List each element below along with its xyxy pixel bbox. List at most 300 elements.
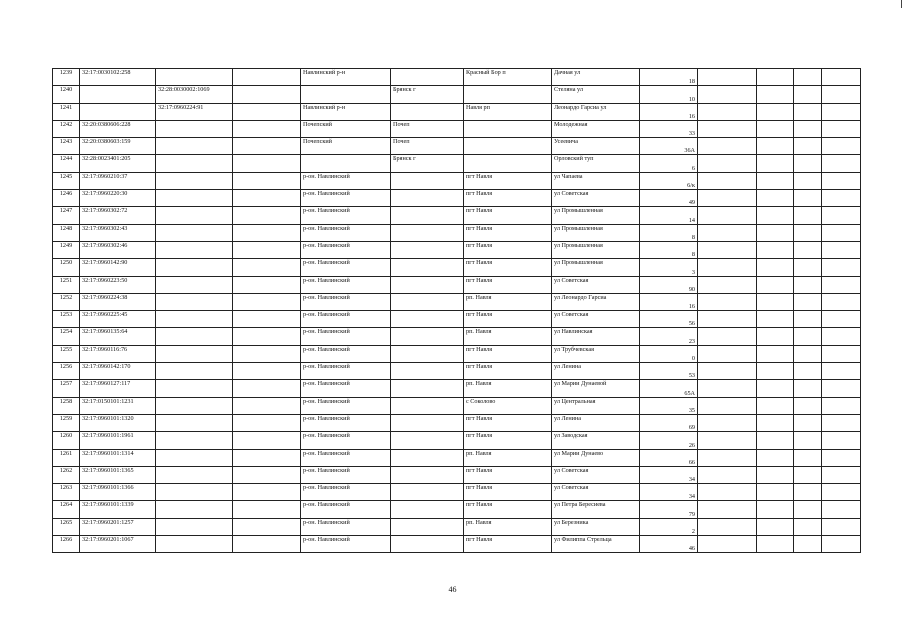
table-cell: Почеп	[391, 120, 464, 137]
table-cell: 32:17:0960224:91	[156, 103, 233, 120]
table-cell: Навлинский р-н	[301, 103, 391, 120]
table-cell	[757, 155, 794, 172]
table-cell	[794, 86, 822, 103]
table-cell: 32:17:0960223:50	[80, 276, 156, 293]
table-cell	[156, 155, 233, 172]
table-cell	[794, 466, 822, 483]
address-table	[52, 68, 861, 553]
table-cell: р-он. Навлинский	[301, 518, 391, 535]
table-cell: ул Советская	[552, 484, 640, 501]
table-cell: 32:17:0960201:1257	[80, 518, 156, 535]
table-cell: ул Леонардо Гарсиа	[552, 293, 640, 310]
table-cell: 6	[640, 155, 698, 172]
table-cell: Навлинский р-н	[301, 69, 391, 86]
table-cell: 32:17:0960101:1366	[80, 484, 156, 501]
table-cell: 32:17:0030102:258	[80, 69, 156, 86]
table-cell: пгт Навля	[464, 432, 552, 449]
table-cell	[822, 207, 861, 224]
table-cell: 46	[640, 536, 698, 553]
table-cell: Почепский	[301, 138, 391, 155]
table-cell	[391, 414, 464, 431]
table-cell	[391, 328, 464, 345]
table-cell: 90	[640, 276, 698, 293]
table-cell	[757, 259, 794, 276]
table-cell: пгт Навля	[464, 276, 552, 293]
table-cell	[233, 69, 301, 86]
table-cell: 32:17:0960142:170	[80, 363, 156, 380]
table-cell: 26	[640, 432, 698, 449]
table-cell	[698, 466, 757, 483]
table-cell: 8	[640, 241, 698, 258]
table-cell	[822, 103, 861, 120]
table-cell: 32:17:0960135:64	[80, 328, 156, 345]
table-cell: 14	[640, 207, 698, 224]
table-row	[53, 138, 861, 155]
table-row	[53, 484, 861, 501]
table-cell	[757, 172, 794, 189]
table-cell	[757, 224, 794, 241]
table-cell	[156, 120, 233, 137]
table-cell: 1263	[53, 484, 80, 501]
table-cell	[822, 484, 861, 501]
table-cell: 1248	[53, 224, 80, 241]
table-body	[53, 69, 861, 553]
table-cell: Стеляна ул	[552, 86, 640, 103]
table-cell	[822, 432, 861, 449]
table-cell	[233, 293, 301, 310]
table-cell	[233, 484, 301, 501]
table-cell	[391, 190, 464, 207]
table-cell: 32:17:0960127:117	[80, 380, 156, 397]
table-cell	[757, 120, 794, 137]
table-cell: р-он. Навлинский	[301, 432, 391, 449]
table-cell: 1239	[53, 69, 80, 86]
table-cell: ул Советская	[552, 190, 640, 207]
table-cell	[156, 397, 233, 414]
table-cell: Усеевича	[552, 138, 640, 155]
table-cell: пгт Навля	[464, 345, 552, 362]
table-cell	[156, 138, 233, 155]
table-cell	[156, 501, 233, 518]
table-cell	[156, 172, 233, 189]
table-cell	[822, 380, 861, 397]
table-cell	[757, 241, 794, 258]
table-cell: 2	[640, 518, 698, 535]
table-cell	[757, 190, 794, 207]
table-cell: р-он. Навлинский	[301, 172, 391, 189]
table-cell: рп. Навля	[464, 380, 552, 397]
table-cell	[233, 224, 301, 241]
table-cell: р-он. Навлинский	[301, 293, 391, 310]
table-cell	[156, 363, 233, 380]
table-cell: ул Советская	[552, 276, 640, 293]
table-cell: пгт Навля	[464, 172, 552, 189]
table-cell: Брянск г	[391, 155, 464, 172]
table-cell	[233, 518, 301, 535]
table-cell	[156, 449, 233, 466]
table-row	[53, 501, 861, 518]
table-cell	[464, 138, 552, 155]
table-cell	[757, 449, 794, 466]
table-cell: 32:17:0960225:45	[80, 311, 156, 328]
table-cell: 69	[640, 414, 698, 431]
table-cell: 18	[640, 69, 698, 86]
table-cell	[698, 172, 757, 189]
table-cell	[757, 363, 794, 380]
table-cell: пгт Навля	[464, 466, 552, 483]
table-cell: рп. Навля	[464, 518, 552, 535]
table-row	[53, 293, 861, 310]
table-cell	[794, 397, 822, 414]
table-cell	[757, 380, 794, 397]
table-cell: ул Центральная	[552, 397, 640, 414]
table-cell: пгт Навля	[464, 414, 552, 431]
table-cell	[156, 345, 233, 362]
table-cell	[156, 466, 233, 483]
table-cell: р-он. Навлинский	[301, 536, 391, 553]
table-cell	[233, 172, 301, 189]
table-cell: 36А	[640, 138, 698, 155]
table-cell	[822, 328, 861, 345]
table-cell	[391, 466, 464, 483]
table-cell	[822, 293, 861, 310]
table-cell: 1240	[53, 86, 80, 103]
table-cell: 32:17:0960142:90	[80, 259, 156, 276]
table-cell: 1262	[53, 466, 80, 483]
table-cell	[822, 397, 861, 414]
table-cell: 65А	[640, 380, 698, 397]
table-cell: 1258	[53, 397, 80, 414]
table-row	[53, 259, 861, 276]
table-cell	[794, 536, 822, 553]
table-cell	[822, 172, 861, 189]
table-cell: 32:17:0960101:1320	[80, 414, 156, 431]
table-cell	[233, 380, 301, 397]
table-cell: 32:17:0960220:30	[80, 190, 156, 207]
table-cell: Почеп	[391, 138, 464, 155]
table-cell	[698, 345, 757, 362]
table-cell	[80, 103, 156, 120]
table-cell: ул Березника	[552, 518, 640, 535]
table-row	[53, 397, 861, 414]
table-cell	[794, 190, 822, 207]
table-cell: р-он. Навлинский	[301, 259, 391, 276]
table-cell: р-он. Навлинский	[301, 345, 391, 362]
table-cell	[822, 466, 861, 483]
table-cell: 1247	[53, 207, 80, 224]
table-cell	[464, 120, 552, 137]
table-cell	[698, 259, 757, 276]
table-cell: 6/к	[640, 172, 698, 189]
table-cell	[391, 518, 464, 535]
table-cell	[698, 414, 757, 431]
table-cell	[757, 432, 794, 449]
table-cell	[822, 536, 861, 553]
table-cell: 32:17:0150101:1231	[80, 397, 156, 414]
table-cell	[233, 328, 301, 345]
table-cell	[391, 293, 464, 310]
table-cell: р-он. Навлинский	[301, 241, 391, 258]
table-cell: 79	[640, 501, 698, 518]
table-cell: 23	[640, 328, 698, 345]
table-cell	[757, 536, 794, 553]
table-cell	[233, 241, 301, 258]
table-cell: 53	[640, 363, 698, 380]
table-row	[53, 172, 861, 189]
table-cell	[698, 155, 757, 172]
table-cell	[794, 311, 822, 328]
table-cell	[698, 69, 757, 86]
table-cell	[698, 241, 757, 258]
table-cell	[156, 241, 233, 258]
table-cell: ул Филиппа Стрельца	[552, 536, 640, 553]
page-number: 46	[448, 585, 457, 594]
table-cell	[233, 363, 301, 380]
table-cell	[822, 241, 861, 258]
table-cell: рп. Навля	[464, 449, 552, 466]
table-cell: пгт Навля	[464, 207, 552, 224]
table-cell: р-он. Навлинский	[301, 190, 391, 207]
table-cell: ул Трубчевская	[552, 345, 640, 362]
table-cell	[391, 380, 464, 397]
table-row	[53, 518, 861, 535]
table-cell	[757, 69, 794, 86]
table-cell: р-он. Навлинский	[301, 449, 391, 466]
table-cell	[156, 328, 233, 345]
table-cell	[822, 414, 861, 431]
table-cell	[757, 103, 794, 120]
table-cell: 0	[640, 345, 698, 362]
table-cell	[156, 259, 233, 276]
table-cell	[156, 380, 233, 397]
table-cell: 35	[640, 397, 698, 414]
table-cell: с Соколово	[464, 397, 552, 414]
table-cell: 16	[640, 103, 698, 120]
table-cell: 32:17:0960210:37	[80, 172, 156, 189]
table-cell	[233, 103, 301, 120]
table-cell	[698, 536, 757, 553]
table-cell: 3	[640, 259, 698, 276]
table-cell	[391, 397, 464, 414]
table-cell: Молодежная	[552, 120, 640, 137]
table-cell	[794, 103, 822, 120]
table-cell	[698, 190, 757, 207]
table-cell: 32:17:0960302:46	[80, 241, 156, 258]
table-cell	[156, 190, 233, 207]
table-row	[53, 432, 861, 449]
table-cell: 1242	[53, 120, 80, 137]
table-cell	[233, 397, 301, 414]
table-cell	[757, 397, 794, 414]
table-cell: 1264	[53, 501, 80, 518]
table-cell	[233, 345, 301, 362]
table-cell: р-он. Навлинский	[301, 207, 391, 224]
table-cell	[794, 207, 822, 224]
table-cell: ул Промышленная	[552, 241, 640, 258]
table-cell	[794, 432, 822, 449]
table-row	[53, 190, 861, 207]
table-cell: 56	[640, 311, 698, 328]
table-cell	[822, 311, 861, 328]
table-cell	[233, 120, 301, 137]
table-cell	[794, 224, 822, 241]
table-cell	[391, 363, 464, 380]
table-cell: р-он. Навлинский	[301, 380, 391, 397]
table-cell	[757, 207, 794, 224]
table-cell	[698, 138, 757, 155]
table-cell: ул Промышленная	[552, 259, 640, 276]
table-cell	[301, 155, 391, 172]
table-cell: 1243	[53, 138, 80, 155]
table-cell	[822, 449, 861, 466]
table-cell	[794, 276, 822, 293]
table-row	[53, 103, 861, 120]
table-cell: р-он. Навлинский	[301, 501, 391, 518]
table-cell	[391, 207, 464, 224]
table-cell	[822, 363, 861, 380]
table-cell	[757, 276, 794, 293]
table-cell: ул Чапаева	[552, 172, 640, 189]
table-cell	[391, 103, 464, 120]
table-cell: пгт Навля	[464, 224, 552, 241]
table-cell	[698, 276, 757, 293]
table-cell: ул Советская	[552, 311, 640, 328]
table-cell	[757, 311, 794, 328]
table-cell	[822, 518, 861, 535]
table-row	[53, 345, 861, 362]
table-cell	[698, 518, 757, 535]
table-cell	[822, 86, 861, 103]
table-cell	[301, 86, 391, 103]
table-cell	[794, 138, 822, 155]
table-cell	[156, 311, 233, 328]
table-cell: 32:20:0380606:228	[80, 120, 156, 137]
table-cell	[156, 207, 233, 224]
table-cell	[233, 155, 301, 172]
table-cell	[822, 190, 861, 207]
table-row	[53, 69, 861, 86]
table-cell	[698, 293, 757, 310]
table-cell: 1261	[53, 449, 80, 466]
table-cell	[391, 311, 464, 328]
table-cell	[698, 86, 757, 103]
scan-edge-mark	[901, 0, 902, 8]
table-cell	[822, 259, 861, 276]
table-cell: 1245	[53, 172, 80, 189]
table-cell: Навля рп	[464, 103, 552, 120]
table-cell	[822, 345, 861, 362]
table-cell	[794, 69, 822, 86]
table-cell	[391, 432, 464, 449]
table-cell	[822, 501, 861, 518]
table-cell: ул Заводская	[552, 432, 640, 449]
table-row	[53, 224, 861, 241]
table-cell: Почепский	[301, 120, 391, 137]
table-cell: 33	[640, 120, 698, 137]
table-cell	[391, 536, 464, 553]
table-cell: 1244	[53, 155, 80, 172]
table-cell: пгт Навля	[464, 363, 552, 380]
table-cell	[233, 414, 301, 431]
table-cell: 32:17:0960101:1339	[80, 501, 156, 518]
table-cell	[698, 207, 757, 224]
table-cell: р-он. Навлинский	[301, 363, 391, 380]
table-cell: Брянск г	[391, 86, 464, 103]
table-cell	[233, 501, 301, 518]
table-cell	[698, 103, 757, 120]
table-cell	[822, 138, 861, 155]
table-cell	[233, 190, 301, 207]
table-cell: 16	[640, 293, 698, 310]
table-cell	[794, 380, 822, 397]
table-cell: рп. Навля	[464, 293, 552, 310]
table-cell	[156, 69, 233, 86]
table-cell: пгт Навля	[464, 484, 552, 501]
table-cell	[391, 241, 464, 258]
table-cell	[156, 432, 233, 449]
table-cell	[156, 293, 233, 310]
table-cell	[391, 276, 464, 293]
table-cell	[822, 120, 861, 137]
table-cell: р-он. Навлинский	[301, 224, 391, 241]
table-cell	[391, 259, 464, 276]
table-cell: пгт Навля	[464, 501, 552, 518]
table-cell	[757, 466, 794, 483]
table-cell	[233, 86, 301, 103]
table-cell	[794, 345, 822, 362]
table-cell: р-он. Навлинский	[301, 414, 391, 431]
table-cell	[233, 207, 301, 224]
table-cell: Красный Бор п	[464, 69, 552, 86]
table-cell: 8	[640, 224, 698, 241]
table-cell: ул Марии Дунаево	[552, 449, 640, 466]
table-row	[53, 207, 861, 224]
table-cell	[698, 432, 757, 449]
table-cell: ул Промышленная	[552, 207, 640, 224]
table-cell	[233, 449, 301, 466]
table-cell: 1255	[53, 345, 80, 362]
table-cell: 32:20:0380603:159	[80, 138, 156, 155]
table-cell	[794, 293, 822, 310]
table-cell	[698, 363, 757, 380]
table-row	[53, 363, 861, 380]
table-cell	[794, 363, 822, 380]
table-cell	[794, 484, 822, 501]
table-cell: 1256	[53, 363, 80, 380]
table-row	[53, 120, 861, 137]
table-cell	[156, 276, 233, 293]
table-cell: р-он. Навлинский	[301, 466, 391, 483]
table-cell	[391, 449, 464, 466]
table-cell: 49	[640, 190, 698, 207]
table-cell	[464, 86, 552, 103]
table-cell: пгт Навля	[464, 241, 552, 258]
table-cell: р-он. Навлинский	[301, 276, 391, 293]
table-cell	[156, 536, 233, 553]
table-cell	[794, 414, 822, 431]
table-cell	[233, 259, 301, 276]
table-cell	[391, 345, 464, 362]
table-cell	[233, 138, 301, 155]
table-cell	[757, 484, 794, 501]
table-row	[53, 241, 861, 258]
table-cell: 66	[640, 449, 698, 466]
table-cell: 1246	[53, 190, 80, 207]
table-cell	[698, 328, 757, 345]
table-cell	[464, 155, 552, 172]
table-cell	[391, 69, 464, 86]
table-cell: 1251	[53, 276, 80, 293]
